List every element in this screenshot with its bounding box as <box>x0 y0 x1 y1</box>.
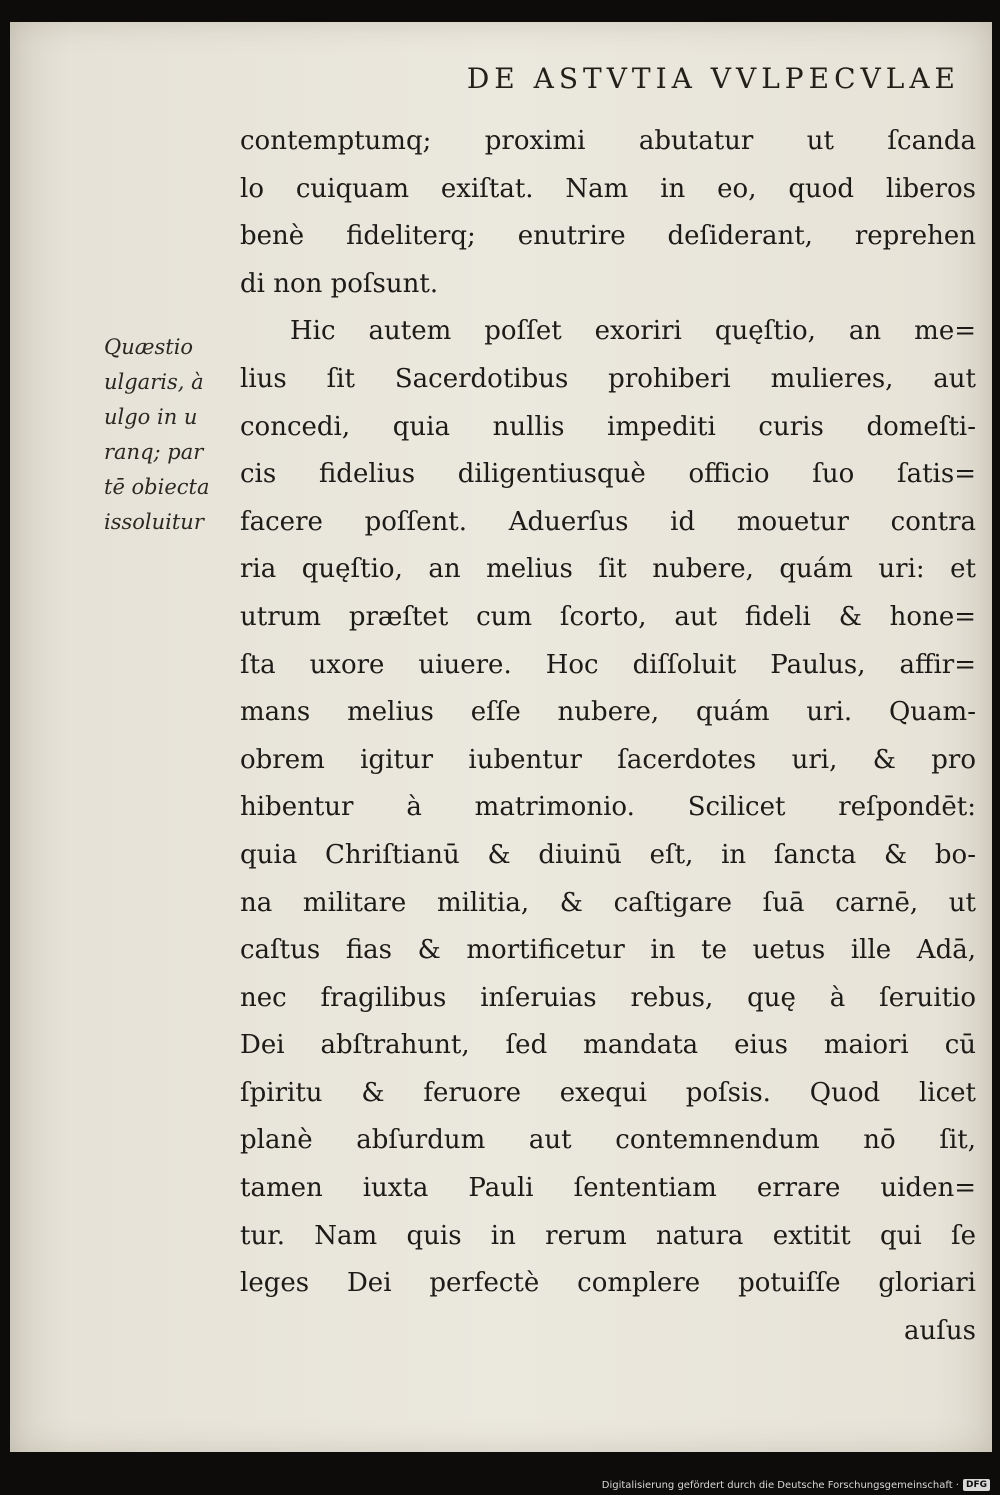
text-line: ſta uxore uiuere. Hoc diſſoluit Paulus, affir= <box>240 649 976 680</box>
body-text <box>240 118 976 1355</box>
running-title: DE ASTVTIA VVLPECVLAE <box>466 62 960 95</box>
text-line: lo cuiquam exiſtat. Nam in eo, quod liberos <box>240 173 976 204</box>
text-line: cis fidelius diligentiusquè officio ſuo ſatis= <box>240 459 976 490</box>
text-line: lius ſit Sacerdotibus prohiberi mulieres, aut <box>240 363 976 394</box>
text-line: hibentur à matrimonio. Scilicet reſpondēt: <box>240 792 976 823</box>
digitization-credit <box>602 1479 990 1491</box>
text-line: tur. Nam quis in rerum natura extitit qui ſe <box>240 1220 976 1251</box>
text-line: ſpiritu & feruore exequi poſsis. Quod licet <box>240 1077 976 1108</box>
dfg-logo-icon: DFG <box>963 1479 990 1491</box>
text-line: tamen iuxta Pauli ſententiam errare uiden= <box>240 1173 976 1204</box>
text-line: leges Dei perfectè complere potuiſſe gloriari <box>240 1268 976 1299</box>
marginal-note-line: ulgaris, à <box>104 370 204 394</box>
text-line: facere poſſent. Aduerſus id mouetur contra <box>240 506 976 537</box>
text-line: obrem igitur iubentur ſacerdotes uri, & pro <box>240 744 976 775</box>
book-page <box>10 22 992 1452</box>
marginal-note-line: Quæstio <box>104 335 194 359</box>
text-line: planè abſurdum aut contemnendum nō ſit, <box>240 1125 976 1156</box>
marginal-note-line: tē obiecta <box>104 475 210 499</box>
text-line: na militare militia, & caſtigare ſuā carnē, ut <box>240 887 976 918</box>
marginal-note-line: ulgo in u <box>104 405 198 429</box>
marginal-note-line: issoluitur <box>104 510 204 534</box>
text-line: Hic autem poſſet exoriri quęſtio, an me= <box>290 316 976 347</box>
catchword: auſus <box>904 1315 976 1346</box>
text-line: mans melius eſſe nubere, quám uri. Quam- <box>240 697 976 728</box>
text-line: utrum præſtet cum ſcorto, aut fideli & hone= <box>240 601 976 632</box>
text-line: contemptumq; proximi abutatur ut ſcanda <box>240 126 976 156</box>
text-line: ria quęſtio, an melius ſit nubere, quám uri: et <box>240 554 976 585</box>
credit-text: Digitalisierung gefördert durch die Deutsche Forschungsgemeinschaft · <box>601 1479 959 1491</box>
marginal-note-line: ranq; par <box>104 440 204 464</box>
text-line: nec fragilibus inſeruias rebus, quę à ſeruitio <box>240 982 976 1013</box>
text-line: di non poſsunt. <box>240 268 439 299</box>
text-line: caſtus fias & mortificetur in te uetus ille Adā, <box>240 935 976 966</box>
text-line: benè fideliterq; enutrire deſiderant, reprehen <box>240 221 976 252</box>
marginal-note <box>104 330 240 540</box>
text-line: concedi, quia nullis impediti curis domeſti- <box>240 411 976 442</box>
text-line: Dei abſtrahunt, ſed mandata eius maiori cū <box>240 1030 976 1061</box>
text-line: quia Chriſtianū & diuinū eſt, in ſancta & bo- <box>240 839 976 870</box>
